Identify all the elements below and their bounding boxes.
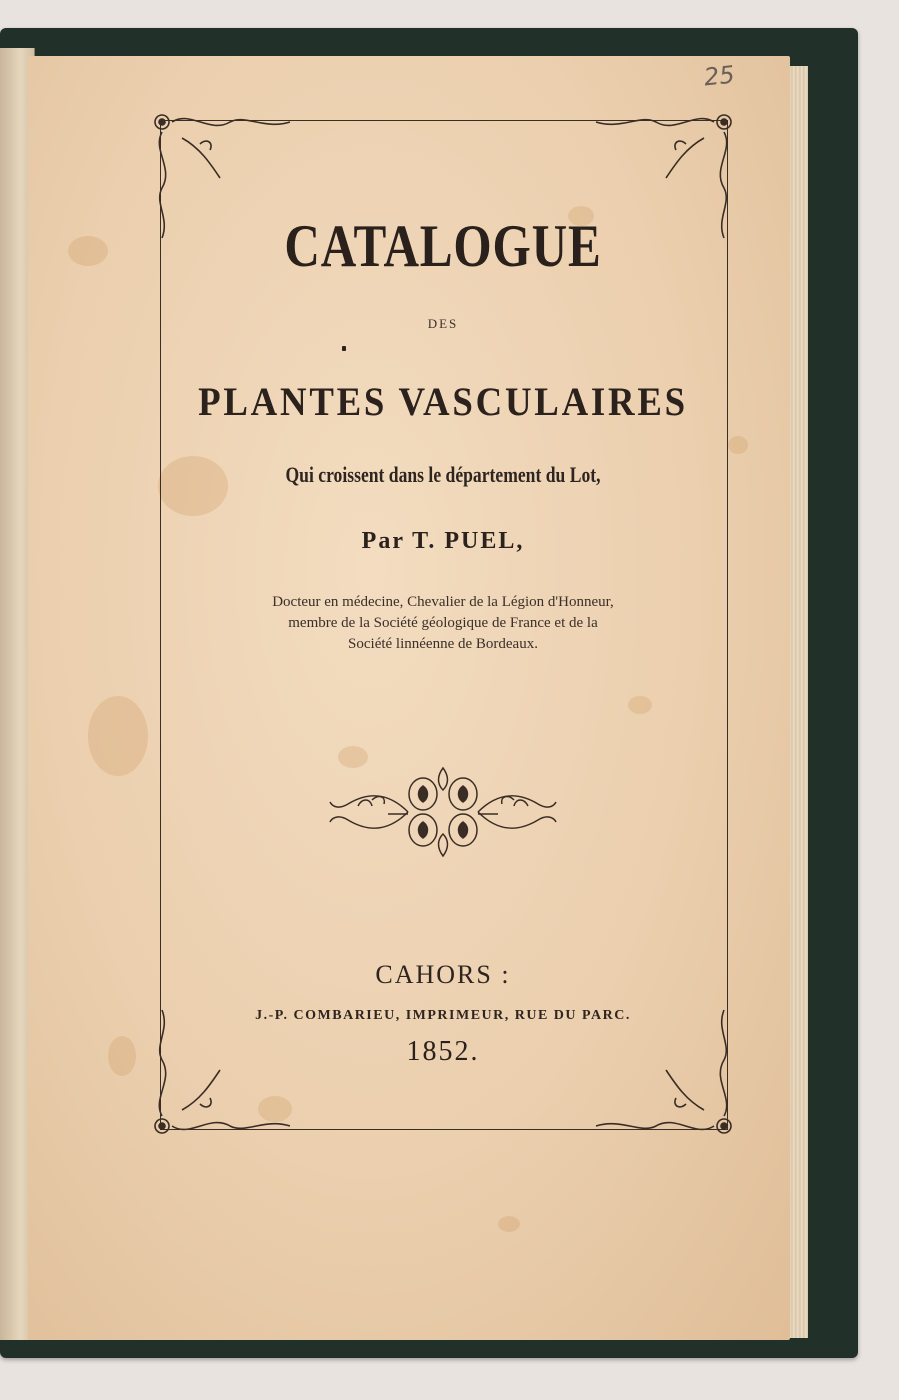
author-credentials [160,592,726,655]
credential-line: Société linnéenne de Bordeaux. [348,636,538,652]
author-line: Par T. PUEL, [361,528,525,554]
book-title: CATALOGUE [284,213,602,279]
ink-dot [342,346,346,351]
title-connector: DES [427,316,459,331]
pencil-mark: 25 [702,60,736,92]
credential-line: Docteur en médecine, Chevalier de la Légion d'Honneur, [272,594,614,610]
publication-year: 1852. [406,1036,480,1067]
printer-line: J.-P. COMBARIEU, IMPRIMEUR, RUE DU PARC. [255,1008,631,1023]
book-subtitle: Qui croissent dans le département du Lot, [285,462,601,487]
central-vignette-icon [328,762,558,862]
credential-line: membre de la Société géologique de France et de la [288,615,598,631]
book-subject: PLANTES VASCULAIRES [198,379,688,424]
publication-city: CAHORS : [375,960,511,989]
